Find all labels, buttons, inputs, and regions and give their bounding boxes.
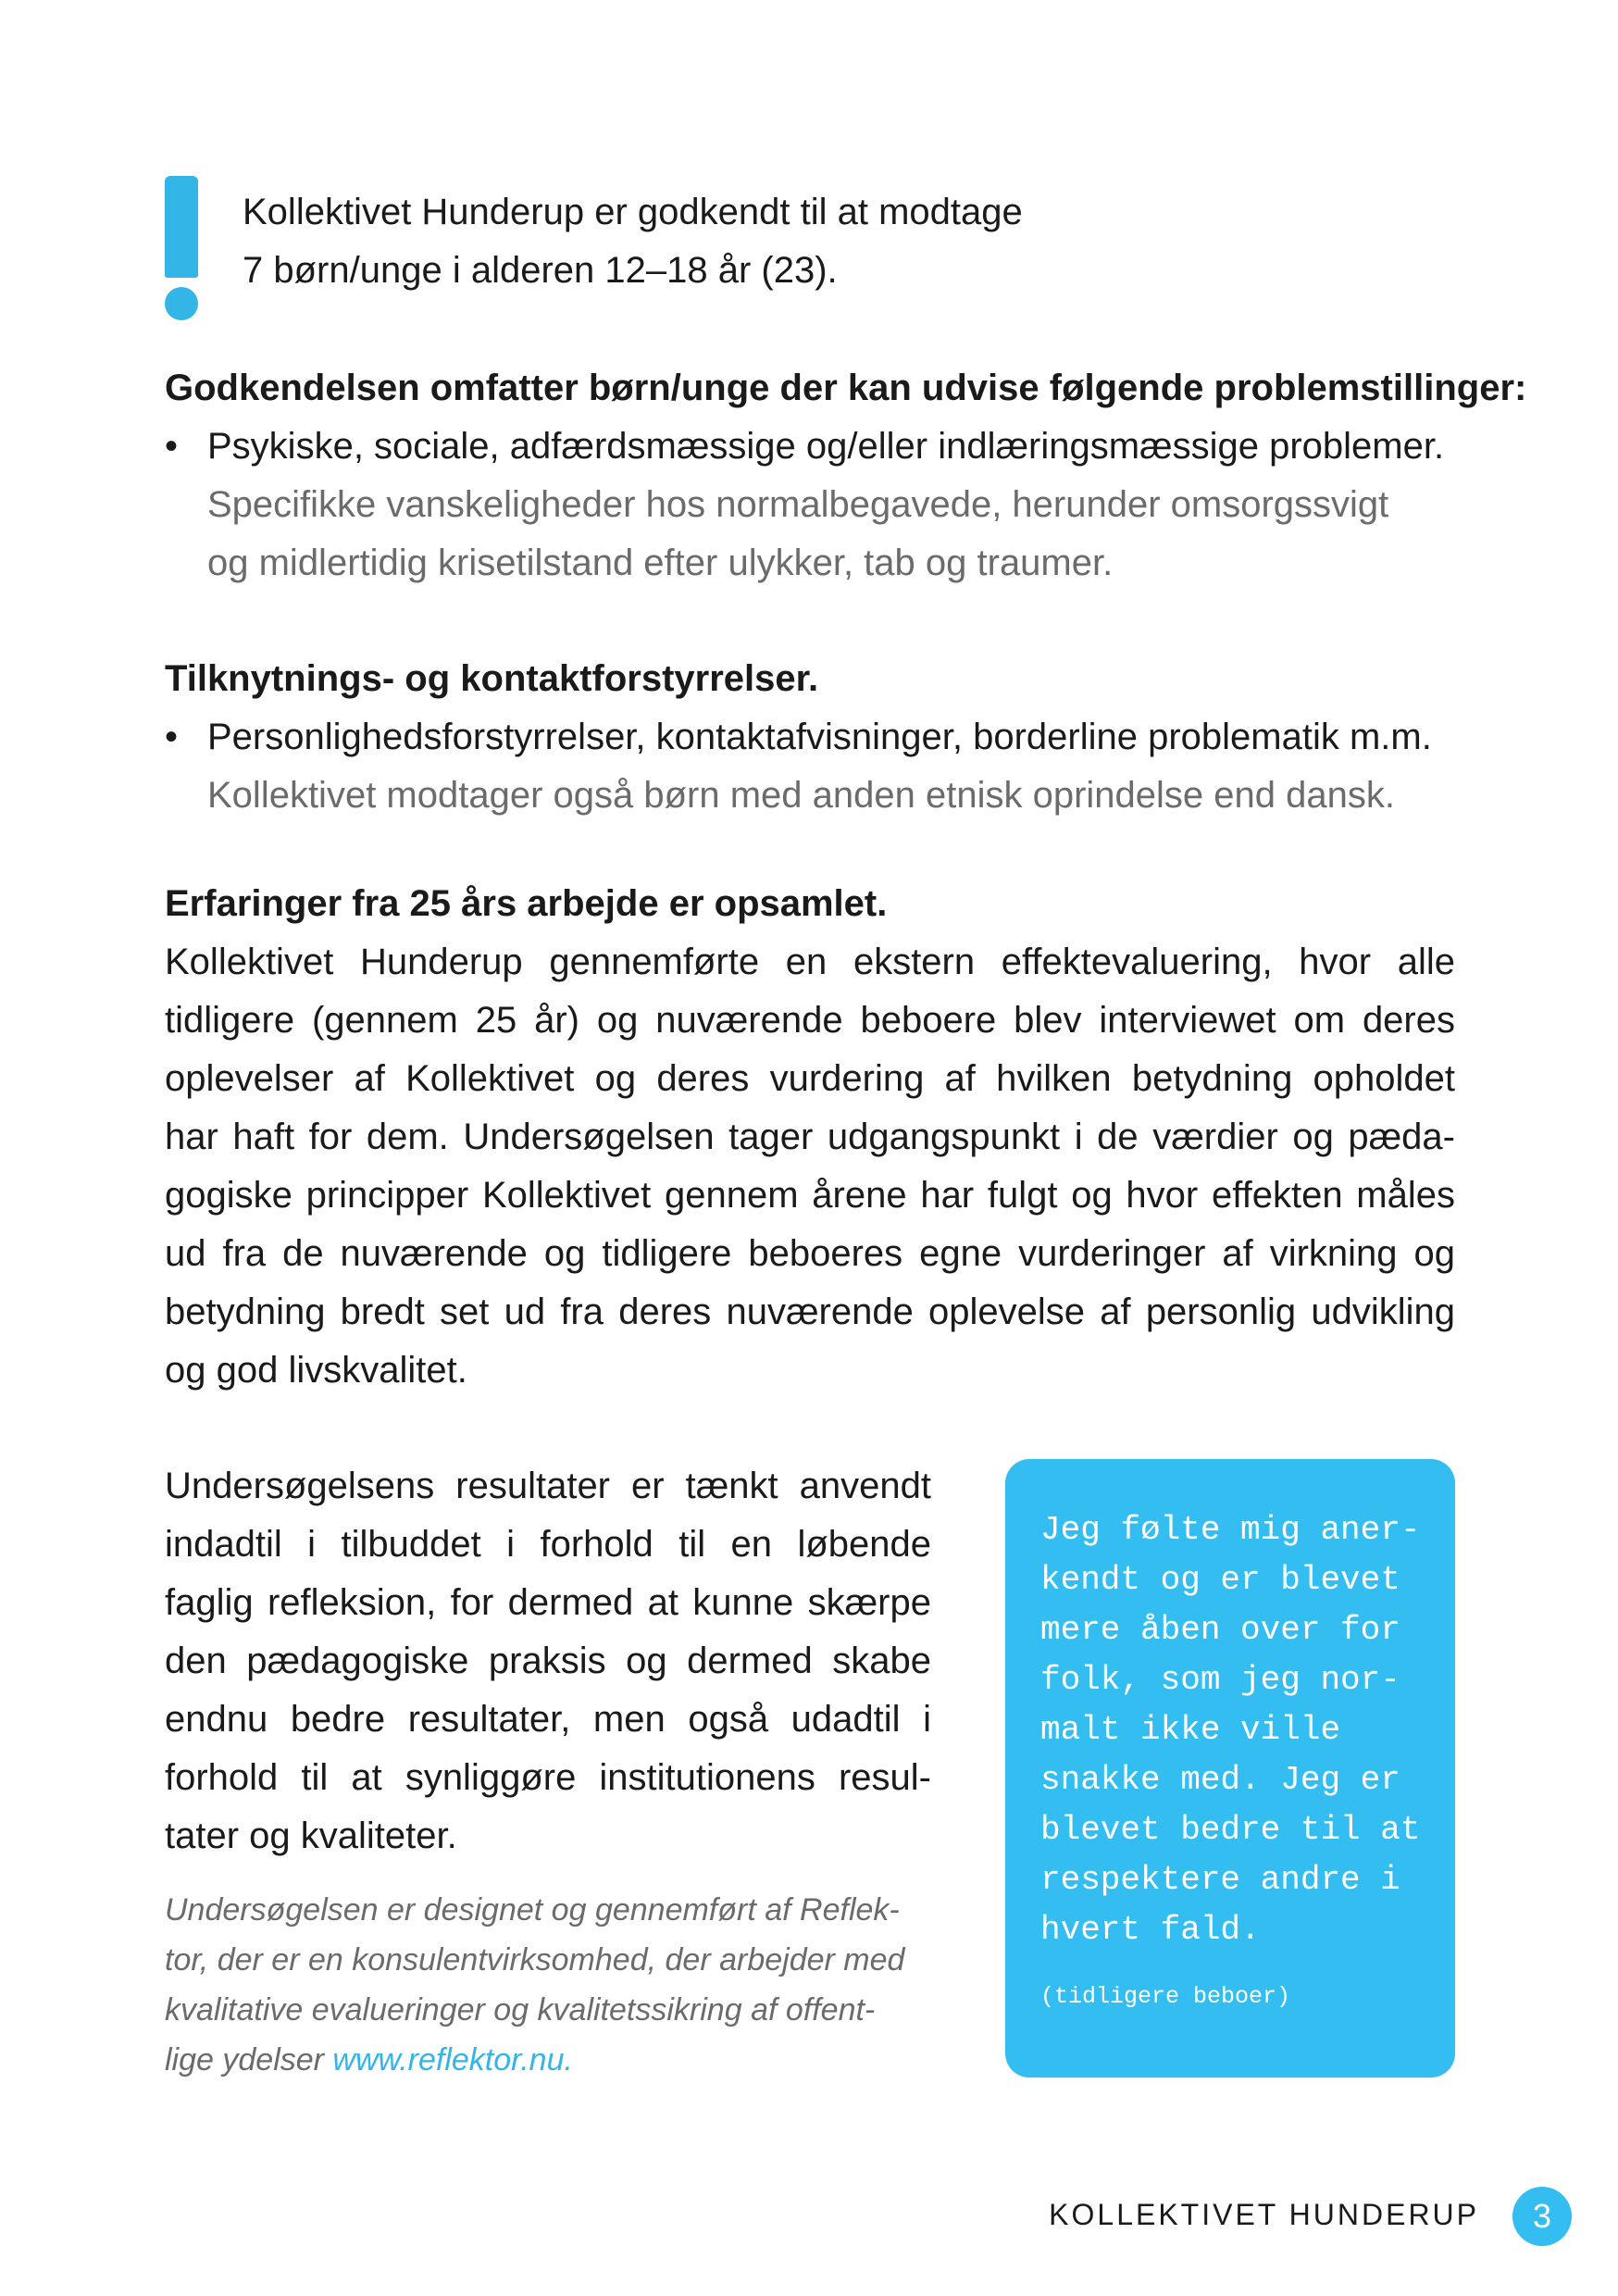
section-heading: Tilknytnings- og kontaktforstyrrelser. [165,658,819,699]
paragraph-line: faglig refleksion, for dermed at kunne skærpe [165,1582,931,1623]
quote-line: Jeg følte mig aner- [1040,1511,1421,1549]
note-line-prefix: lige ydelser [165,2042,333,2078]
intro-line: Kollektivet Hunderup er godkendt til at modtage [243,192,1023,232]
intro-text [243,183,1023,300]
quote-line: folk, som jeg nor- [1040,1661,1400,1699]
paragraph-line: har haft for dem. Undersøgelsen tager udgangspunkt i de værdier og pæda- [165,1117,1455,1157]
paragraph-line: tidligere (gennem 25 år) og nuværende beboere blev interviewet om deres [165,1000,1455,1041]
paragraph-line: Undersøgelsens resultater er tænkt anvendt [165,1466,931,1506]
note-line [165,2035,942,2085]
quote-text [1040,1505,1420,1955]
paragraph-line: betydning bredt set ud fra deres nuværende oplevelse af personlig udvikling [165,1292,1455,1332]
note-line: Undersøgelsen er designet og gennemført af Reflek- [165,1892,900,1928]
reflektor-link[interactable]: www.reflektor.nu. [332,2042,573,2078]
exclamation-bar [165,176,198,278]
section-attachment [165,650,1455,825]
quote-line: hvert fald. [1040,1911,1261,1949]
section-heading: Godkendelsen omfatter børn/unge der kan udvise følgende problemstillinger: [165,368,1527,408]
bullet-detail: og midlertidig krisetilstand efter ulykker, tab og traumer. [207,543,1114,583]
quote-line: kendt og er blevet [1040,1561,1400,1599]
bullet-icon: • [165,717,179,757]
exclamation-icon [163,176,200,320]
quote-box [1005,1459,1455,2078]
results-paragraph [165,1457,931,1866]
quote-attribution: (tidligere beboer) [1040,1983,1291,2010]
footer-label: KOLLEKTIVET HUNDERUP [1049,2198,1479,2231]
paragraph-line: tater og kvaliteter. [165,1816,457,1856]
paragraph-line: oplevelser af Kollektivet og deres vurdering af hvilken betydning opholdet [165,1058,1455,1099]
page-number: 3 [1512,2187,1572,2246]
intro-line: 7 børn/unge i alderen 12–18 år (23). [243,250,838,291]
note-line: kvalitative evalueringer og kvalitetssikring af offent- [165,1992,876,2028]
bullet-detail: Kollektivet modtager også børn med anden etnisk oprindelse end dansk. [207,775,1395,816]
paragraph-line: ud fra de nuværende og tidligere beboeres egne vurderinger af virkning og [165,1233,1455,1274]
quote-line: mere åben over for [1040,1611,1400,1649]
paragraph-line: forhold til at synliggøre institutionens resul- [165,1757,931,1798]
paragraph-line: indadtil i tilbuddet i forhold til en løbende [165,1524,931,1565]
exclamation-dot [165,287,198,320]
section-heading: Erfaringer fra 25 års arbejde er opsamlet. [165,883,888,924]
paragraph-line: gogiske principper Kollektivet gennem årene har fulgt og hvor effekten måles [165,1175,1455,1216]
paragraph-line: den pædagogiske praksis og dermed skabe [165,1641,931,1681]
bullet-detail: Specifikke vanskeligheder hos normalbegavede, herunder omsorgssvigt [207,484,1389,525]
quote-line: malt ikke ville [1040,1711,1341,1749]
paragraph-line: og god livskvalitet. [165,1350,467,1391]
section-approval [165,359,1527,593]
section-experience [165,875,1455,1400]
quote-line: respektere andre i [1040,1861,1400,1899]
note-line: tor, der er en konsulentvirksomhed, der arbejder med [165,1942,905,1978]
bullet-text: Psykiske, sociale, adfærdsmæssige og/eller indlæringsmæssige problemer. [207,426,1445,467]
paragraph-line: Kollektivet Hunderup gennemførte en ekstern effektevaluering, hvor alle [165,942,1455,982]
reflektor-note [165,1885,942,2085]
bullet-item [165,418,1455,593]
bullet-item [165,708,1455,825]
quote-line: snakke med. Jeg er [1040,1761,1400,1799]
experience-paragraph [165,933,1455,1400]
paragraph-line: endnu bedre resultater, men også udadtil i [165,1699,931,1740]
bullet-text: Personlighedsforstyrrelser, kontaktafvisninger, borderline problematik m.m. [207,717,1432,757]
quote-line: blevet bedre til at [1040,1811,1421,1849]
bullet-icon: • [165,426,179,467]
